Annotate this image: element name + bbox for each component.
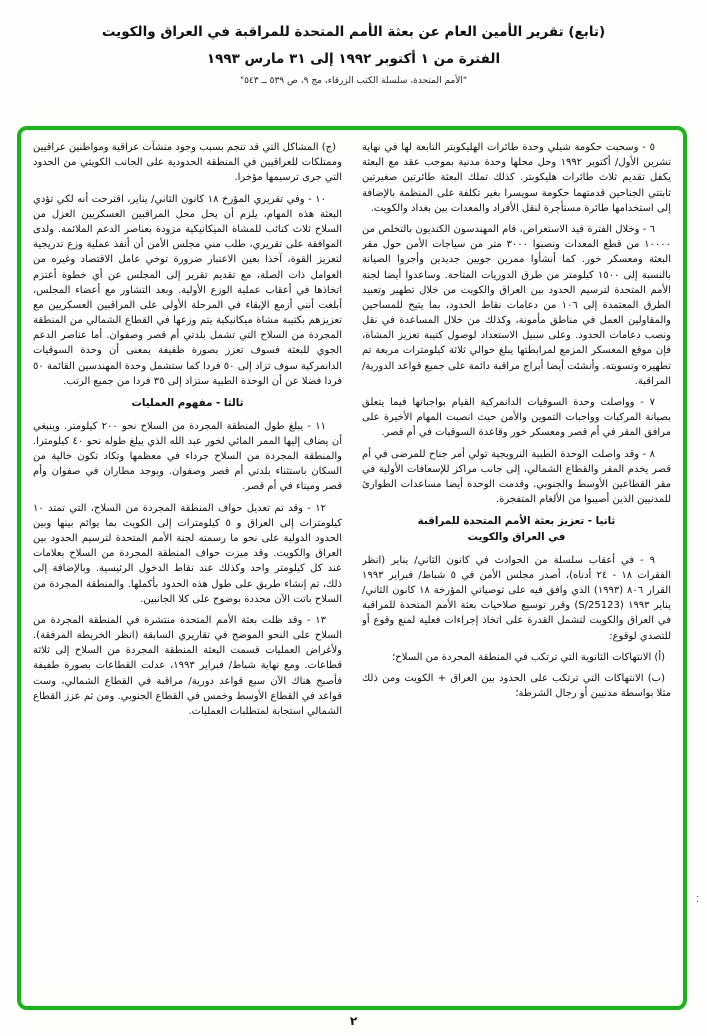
paragraph-11: ١١ - يبلغ طول المنطقة المجردة من السلاح نحو ٢٠٠ كيلومتر. وينبغي أن يضاف إليها الممر المائي لخور عبد الله الذي يبلغ طوله نحو ٤٠ كيلومترا. والمنطقة المجردة من السلاح جرداء في معظمها وتكاد تكون خالية من السكان باستثناء بلدتي أم قصر وصفوان. ويوجد مطاران في صفوان وأم قصر وميناء في أم قصر. [33,420,342,493]
paragraph-12: ١٢ - وقد تم تعديل حواف المنطقة المجردة من السلاح، التي تمتد ١٠ كيلومترات إلى العراق و ٥ كيلومترات إلى الكويت بما يوائم بينها وبين الحدود الدولية على نحو ما رسمته لجنة الأمم المتحدة لترسيم الحدود بين العراق والكويت. وقد ميزت حواف المنطقة المجردة من السلاح بعلامات عند كل كيلومتر واحد وكذلك عند نقاط الدخول الرئيسية. وبالإضافة إلى ذلك، تم إنشاء طريق على طول هذه الحدود بأكملها. والمنطقة المجردة من السلاح باتت الآن محددة بوضوح على كلا الجانبين. [33,502,342,605]
column-left [33,140,342,998]
paragraph-13: ١٣ - وقد ظلت بعثة الأمم المتحدة منتشرة في المنطقة المجردة من السلاح على النحو الموضح في تقاريري السابقة (انظر الخريطة المرفقة). ولأغراض العمليات قسمت البعثة المنطقة المجردة من السلاح إلى ثلاثة قطاعات. ومع نهاية شباط/ فبراير ١٩٩٣، عدلت القطاعات بصورة طفيفة فأصبح هناك الآن سبع قواعد دورية/ مراقبة في القطاع الشمالي، وست قواعد في القطاع الأوسط وخمس في القطاع الجنوبي. ومن ثم عزز القطاع الشمالي استجابة لمتطلبات العمليات. [33,614,342,718]
column-right [362,140,671,998]
paragraph-5: ٥ - وسحبت حكومة شيلي وحدة طائرات الهليكوبتر التابعة لها في نهاية تشرين الأول/ أكتوبر ١٩٩٢ وحل محلها وحدة مدنية بموجب عقد مع البعثة يكفل تقديم ثلاث طائرات هليكوبتر. كذلك تملك البعثة طائرتين صغيرتين ثابتتي الجناحين قدمتهما حكومة سويسرا بغير تكلفة على المنظمة بالإضافة إلى استخدامها طائرة مستأجرة لنقل الأفراد والمعدات بين بغداد والكويت. [362,142,671,214]
paragraph-10: ١٠ - وفي تقريري المؤرخ ١٨ كانون الثاني/ يناير، اقترحت أنه لكي تؤدي البعثة هذه المهام، يلزم أن يحل محل المراقبين العسكريين العزل من السلاح ثلاث كتائب للمشاة الميكانيكية مزودة بعناصر الدعم الملائمة. ولدى الموافقة على تقريري، طلب مني مجلس الأمن أن أنفذ عملية وزع تدريجية لتعزيز القوة، آخذا بعين الاعتبار ضرورة توخي عامل الاقتصاد وغيره من العوامل ذات الصلة، مع تقديم تقرير إلى المجلس عن أي خطوة أعتزم اتخاذها في أعقاب عملية الوزع الأولية. وبعد التشاور مع أعضاء المجلس، أبلغت أنني أزمع الإبقاء في المرحلة الأولى على المراقبين العسكريين مع تعزيزهم بكتيبة مشاة ميكانيكية يتم وزعها في القطاع الشمالي من المنطقة المجردة من السلاح التي تشمل بلدتي أم قصر وصفوان. أما عناصر الدعم الجوي للبعثة فسوف تعزز بصورة طفيفة بمعنى أن وحدة السوقيات الدانمركية سوف تزاد إلى ٥٠ فردا كما ستشمل وحدة المهندسين القائمة ٥٠ فردا فضلا عن أن الوحدة الطبية ستزاد إلى ٣٥ فردا من جميع الرتب. [33,193,342,387]
paragraph-6: ٦ - وخلال الفترة قيد الاستعراض، قام المهندسون الكنديون بالتخلص من ١٠٠٠٠ من قطع المعدات ونصبوا ٣٠٠٠ متر من سياجات الأمن حول مقر البعثة ومعسكر خور. كما أنشأوا ممرين جويين جديدين وأجروا الصيانة بالنسبة إلى ١٥٠٠ كيلومتر من طرق الدوريات المتاحة. وساعدوا أيضا لجنة الأمم المتحدة لترسيم الحدود بين العراق والكويت من خلال تطهير وتعبيد الطرق المعتمدة إلى ١٠٦ من دعامات نقاط الحدود، بما يتيح للمساحين والمقاولين العمل في مناطق مأمونة، وكذلك من خلال المساعدة في نقل ونصب دعامات الحدود. وعلى سبيل الاستعداد لوصول كتيبة تعزيز المشاة، فإن موقع المعسكر المزمع لمرابطتها يبلغ حوالي ثلاثة كيلومترات مربعة تم تطهيره وتسويته. وأنشئت أيضا أبراج مراقبة دائمة على جميع قواعد الدورية/المراقبة. [362,223,671,387]
page-title-line1: (تابع) تقرير الأمين العام عن بعثة الأمم المتحدة للمراقبة في العراق والكويت [101,24,606,40]
section-heading-3: ثالثا - مفهوم العمليات [131,397,244,409]
highlight-frame [17,126,687,1010]
paragraph-7: ٧ - وواصلت وحدة السوقيات الدانمركية القيام بواجباتها فيما يتعلق بصيانة المركبات وواجبات التموين والأمن حيث انصبت المهام الأخيرة على مرافق المقر في أم قصر ومعسكر خور وقاعدة السوقيات في أم قصر. [362,397,671,439]
source-note: "الأمم المتحدة، سلسلة الكتب الزرقاء، مج ٩، ص ٥٣٩ ــ ٥٤٣" [239,76,468,86]
text-columns [33,140,671,998]
document-header [0,24,707,86]
page-number: ٢ [349,1014,358,1028]
list-item-b: (ب) الانتهاكات التي ترتكب على الحدود بين العراق + الكويت ومن ذلك مثلا بواسطة مدنيين أو رجال الشرطة؛ [362,672,671,700]
list-item-j: (ج) المشاكل التي قد تنجم بسبب وجود منشآت عراقية ومواطنين عراقيين وممتلكات للعراقيين في المنطقة الحدودية على الجانب الكويتي من الحدود التي جرى ترسيمها مؤخرا. [33,142,342,184]
paragraph-8: ٨ - وقد واصلت الوحدة الطبية النرويجية تولي أمر جناح للمرضى في أم قصر يخدم المقر والقطاع الشمالي، إلى جانب مراكز للإسعافات الأولية في مقر القطاعين الأوسط والجنوبي. وقدمت الوحدة أيضا مساعدات الطوارئ للمدنيين الذين أصيبوا من الألغام المتفجرة. [362,448,671,506]
paragraph-9: ٩ - في أعقاب سلسلة من الحوادث في كانون الثاني/ يناير (انظر الفقرات ١٨ - ٢٤ أدناه)، أصدر مجلس الأمن في ٥ شباط/ فبراير ١٩٩٣ القرار ٨٠٦ (١٩٩٣) الذي وافق فيه على توصياتي المؤرخة ١٨ كانون الثاني/ يناير ١٩٩٣ (S/25123) وقرر توسيع صلاحيات بعثة الأمم المتحدة للمراقبة في العراق والكويت لتشمل القدرة على اتخاذ إجراءات فعلية لمنع وقوع أو للتصدي لوقوع: [362,554,671,642]
section-heading-2-line1: ثانيا - تعزيز بعثة الأمم المتحدة للمراقبة [417,515,616,528]
scan-edge-mark: .. [694,895,704,905]
page-title-line2: الفترة من ١ أكتوبر ١٩٩٢ إلى ٣١ مارس ١٩٩٣ [206,51,501,67]
list-item-a: (أ) الانتهاكات الثانوية التي ترتكب في المنطقة المجردة من السلاح؛ [392,651,665,663]
section-heading-2-line2: في العراق والكويت [467,530,566,543]
